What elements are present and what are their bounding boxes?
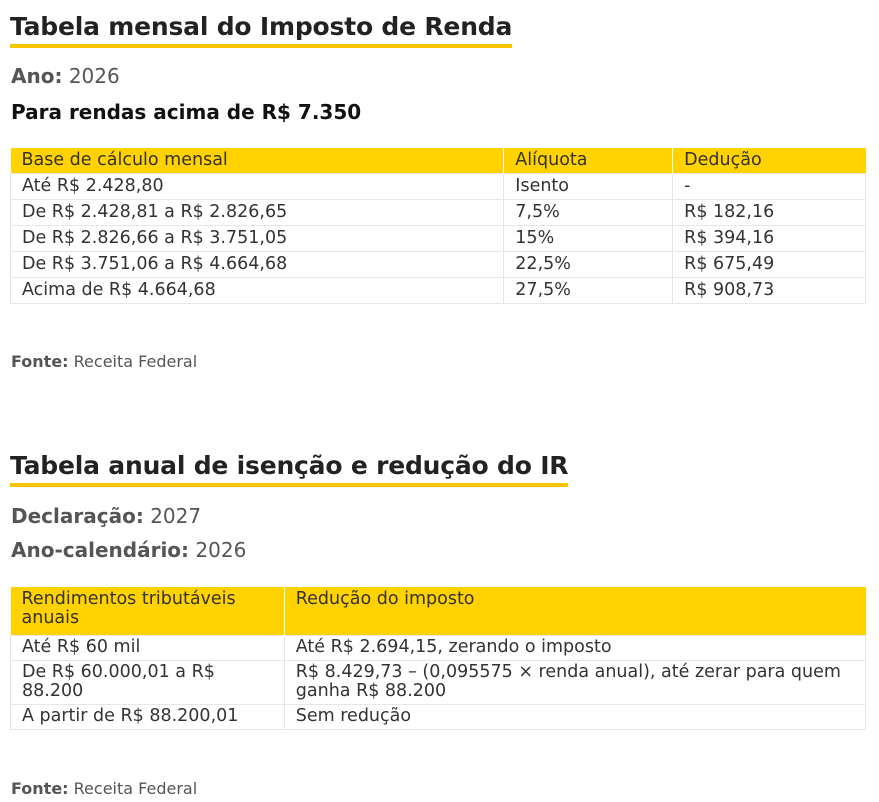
table-cell: - bbox=[673, 174, 866, 200]
year-value: 2026 bbox=[68, 64, 120, 88]
monthly-subtitle: Para rendas acima de R$ 7.350 bbox=[11, 100, 362, 124]
declaration-label: Declaração: bbox=[11, 504, 144, 528]
table-cell: De R$ 2.826,66 a R$ 3.751,05 bbox=[11, 226, 504, 252]
source-label: Fonte: bbox=[11, 352, 69, 371]
year-label: Ano: bbox=[11, 64, 63, 88]
calendar-value: 2026 bbox=[195, 538, 247, 562]
table-row bbox=[11, 252, 866, 278]
table-cell: A partir de R$ 88.200,01 bbox=[11, 705, 285, 730]
table-cell: Acima de R$ 4.664,68 bbox=[11, 278, 504, 304]
table-cell: 7,5% bbox=[504, 200, 673, 226]
annual-source bbox=[11, 779, 197, 798]
table-row bbox=[11, 226, 866, 252]
table-cell: Sem redução bbox=[284, 705, 865, 730]
table-row bbox=[11, 661, 866, 705]
annual-table-header bbox=[11, 587, 866, 636]
table-row bbox=[11, 278, 866, 304]
table-cell: Até R$ 2.694,15, zerando o imposto bbox=[284, 636, 865, 661]
declaration-value: 2027 bbox=[150, 504, 202, 528]
annual-declaration bbox=[11, 504, 201, 528]
source-label: Fonte: bbox=[11, 779, 69, 798]
calendar-label: Ano-calendário: bbox=[11, 538, 190, 562]
table-cell: Até R$ 60 mil bbox=[11, 636, 285, 661]
column-header: Alíquota bbox=[504, 148, 673, 174]
table-cell: De R$ 2.428,81 a R$ 2.826,65 bbox=[11, 200, 504, 226]
monthly-table-header bbox=[11, 148, 866, 174]
table-cell: Até R$ 2.428,80 bbox=[11, 174, 504, 200]
table-cell: R$ 394,16 bbox=[673, 226, 866, 252]
source-value: Receita Federal bbox=[73, 779, 198, 798]
column-header: Dedução bbox=[673, 148, 866, 174]
monthly-year bbox=[11, 64, 120, 88]
table-cell: 22,5% bbox=[504, 252, 673, 278]
annual-title: Tabela anual de isenção e redução do IR bbox=[10, 451, 568, 487]
source-value: Receita Federal bbox=[73, 352, 198, 371]
annual-table bbox=[10, 587, 866, 730]
table-cell: Isento bbox=[504, 174, 673, 200]
monthly-source bbox=[11, 352, 197, 371]
table-cell: R$ 675,49 bbox=[673, 252, 866, 278]
monthly-table bbox=[10, 148, 866, 304]
table-row bbox=[11, 636, 866, 661]
column-header: Redução do imposto bbox=[284, 587, 865, 636]
table-cell: De R$ 60.000,01 a R$ 88.200 bbox=[11, 661, 285, 705]
table-row bbox=[11, 200, 866, 226]
table-row bbox=[11, 705, 866, 730]
column-header: Rendimentos tributáveis anuais bbox=[11, 587, 285, 636]
table-cell: R$ 908,73 bbox=[673, 278, 866, 304]
monthly-title: Tabela mensal do Imposto de Renda bbox=[10, 12, 512, 48]
table-cell: 27,5% bbox=[504, 278, 673, 304]
table-cell: R$ 182,16 bbox=[673, 200, 866, 226]
table-cell: De R$ 3.751,06 a R$ 4.664,68 bbox=[11, 252, 504, 278]
annual-calendar-year bbox=[11, 538, 246, 562]
table-cell: 15% bbox=[504, 226, 673, 252]
table-cell: R$ 8.429,73 – (0,095575 × renda anual), até zerar para quem ganha R$ 88.200 bbox=[284, 661, 865, 705]
column-header: Base de cálculo mensal bbox=[11, 148, 504, 174]
table-row bbox=[11, 174, 866, 200]
